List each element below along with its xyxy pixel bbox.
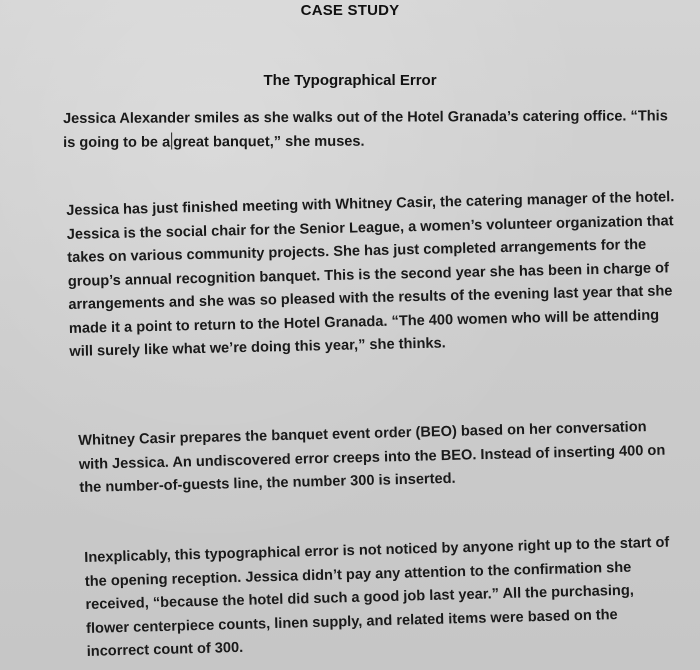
paragraph-2: Jessica has just finished meeting with Whitney Casir, the catering manager of the hotel. Jessica is the social chair for the Senior League, a women’s volunteer organization that takes on various community projects. She has just completed arrangements for the group’s annual recognition banquet. This is the second year she has been in charge of arrangements and she was so pleased with the results of the evening last year that she made it a point to return to the Hotel Granada. “The 400 women who will be attending will surely like what we’re doing this year,” she thinks. bbox=[66, 189, 675, 360]
case-study-title: The Typographical Error bbox=[263, 72, 437, 89]
case-study-heading: CASE STUDY bbox=[300, 2, 400, 19]
paragraph-4: Inexplicably, this typographical error is not noticed by anyone right up to the start of the opening reception. Jessica didn’t pay any attention to the confirmation she received, “because the hotel did such a good job last year.” All the purchasing, flower centerpiece counts, linen supply, and related items were based on the incorrect count of 300. bbox=[84, 534, 670, 660]
paragraph-1 bbox=[63, 105, 683, 155]
paragraph-1-text-end: great banquet,” she muses. bbox=[173, 133, 365, 151]
paragraph-3: Whitney Casir prepares the banquet event order (BEO) based on her conversation with Jessica. An undiscovered error creeps into the BEO. Instead of inserting 400 on the number-of-guests line, the number 300 is inserted. bbox=[78, 419, 666, 496]
text-cursor bbox=[171, 132, 172, 149]
paragraph-1-text-start: Jessica Alexander smiles as she walks out of the Hotel Granada’s catering office. “This is going to be a bbox=[63, 108, 668, 151]
